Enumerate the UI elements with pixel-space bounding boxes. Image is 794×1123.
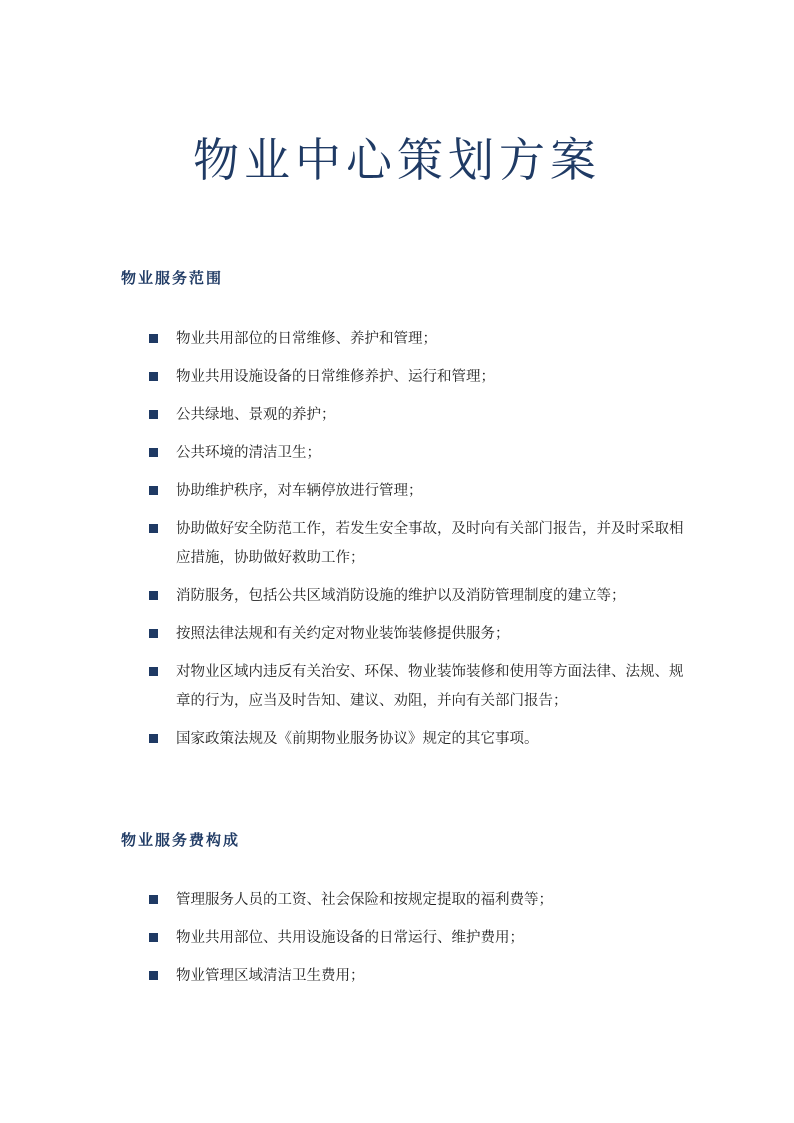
square-bullet-icon	[149, 334, 158, 343]
section-heading-service-scope: 物业服务范围	[121, 269, 224, 287]
list-item	[149, 582, 689, 611]
square-bullet-icon	[149, 933, 158, 942]
list-item-text: 对物业区域内违反有关治安、环保、物业装饰装修和使用等方面法律、法规、规章的行为，应当及时告知、建议、劝阻，并向有关部门报告；	[176, 664, 684, 709]
list-item	[149, 325, 689, 354]
square-bullet-icon	[149, 895, 158, 904]
square-bullet-icon	[149, 448, 158, 457]
list-item	[149, 439, 689, 468]
list-item-text: 管理服务人员的工资、社会保险和按规定提取的福利费等；	[176, 892, 553, 908]
list-item	[149, 924, 689, 953]
square-bullet-icon	[149, 410, 158, 419]
square-bullet-icon	[149, 971, 158, 980]
list-item-text: 物业共用设施设备的日常维修养护、运行和管理；	[176, 369, 495, 385]
list-item	[149, 401, 689, 430]
list-item	[149, 363, 689, 392]
list-item-text: 物业共用部位的日常维修、养护和管理；	[176, 331, 437, 347]
page-title: 物业中心策划方案	[193, 133, 601, 187]
list-item-text: 国家政策法规及《前期物业服务协议》规定的其它事项。	[176, 731, 539, 747]
list-item-text: 协助做好安全防范工作，若发生安全事故，及时向有关部门报告，并及时采取相应措施，协助做好救助工作；	[176, 521, 684, 566]
square-bullet-icon	[149, 486, 158, 495]
list-item	[149, 477, 689, 506]
list-item	[149, 886, 689, 915]
fee-composition-list	[149, 886, 689, 1000]
square-bullet-icon	[149, 629, 158, 638]
square-bullet-icon	[149, 591, 158, 600]
list-item	[149, 658, 689, 716]
square-bullet-icon	[149, 372, 158, 381]
square-bullet-icon	[149, 667, 158, 676]
list-item-text: 消防服务，包括公共区域消防设施的维护以及消防管理制度的建立等；	[176, 588, 626, 604]
square-bullet-icon	[149, 524, 158, 533]
list-item-text: 按照法律法规和有关约定对物业装饰装修提供服务；	[176, 626, 510, 642]
list-item-text: 公共绿地、景观的养护；	[176, 407, 336, 423]
list-item	[149, 515, 689, 573]
list-item	[149, 620, 689, 649]
list-item-text: 协助维护秩序，对车辆停放进行管理；	[176, 483, 423, 499]
list-item	[149, 962, 689, 991]
list-item-text: 物业共用部位、共用设施设备的日常运行、维护费用；	[176, 930, 524, 946]
service-scope-list	[149, 325, 689, 763]
list-item-text: 公共环境的清洁卫生；	[176, 445, 321, 461]
section-heading-fee-composition: 物业服务费构成	[121, 831, 241, 849]
list-item-text: 物业管理区域清洁卫生费用；	[176, 968, 365, 984]
list-item	[149, 725, 689, 754]
square-bullet-icon	[149, 734, 158, 743]
